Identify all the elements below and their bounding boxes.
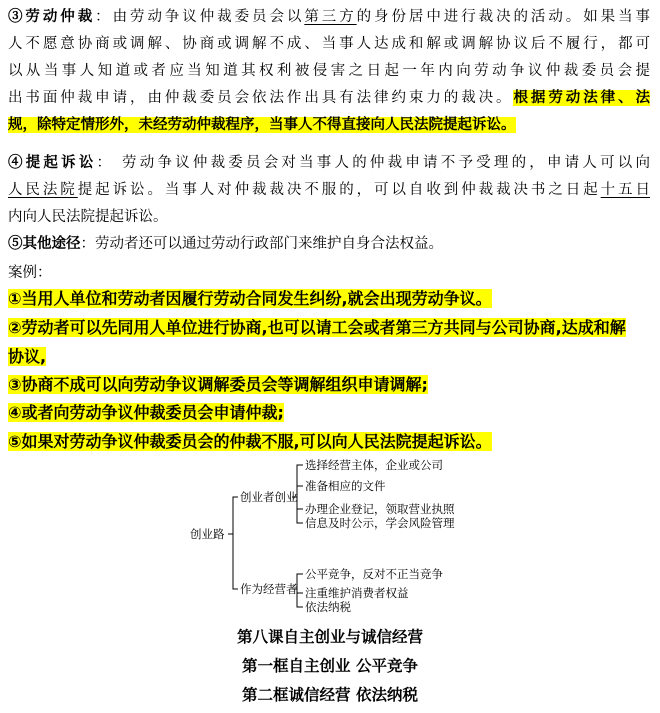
paragraph-other-channels <box>8 230 650 258</box>
entrepreneur-item-1: 选择经营主体，企业或公司 <box>305 458 443 472</box>
bold-heading: ④提起诉讼 <box>8 154 97 171</box>
section-title-2: 第二框诚信经营 依法纳税 <box>242 686 418 704</box>
entrepreneur-item-3: 办理企业登记，领取营业执照 <box>305 502 455 516</box>
connector-lower-1 <box>297 574 303 589</box>
text-line <box>8 177 650 204</box>
text-run: 提起诉讼。当事人对仲裁裁决不服的，可以自收到仲裁裁决书之日起 <box>77 182 601 198</box>
section-title-1: 第一框自主创业 公平竞争 <box>242 657 418 675</box>
bold-heading: ⑤其他途径 <box>8 235 81 252</box>
paragraph-filing-lawsuit <box>8 149 650 231</box>
text-run: ：由劳动争议仲裁委员会以 <box>95 9 305 25</box>
text-line <box>8 112 650 139</box>
text-line <box>8 3 650 31</box>
text-run: 内向人民法院提起诉讼。 <box>8 209 168 225</box>
text-run: ： 劳动争议仲裁委员会对当事人的仲裁申请不予受理的，申请人可以向 <box>96 155 651 171</box>
case-item-1: ①当用人单位和劳动者因履行劳动合同发生纠纷,就会出现劳动争议。 <box>8 289 492 308</box>
connector-lower-2 <box>297 589 303 593</box>
text-line <box>8 85 650 112</box>
connector-lower-3 <box>297 589 303 607</box>
case-item-5: ⑤如果对劳动争议仲裁委员会的仲裁不服,可以向人民法院提起诉讼。 <box>8 432 492 451</box>
operator-item-2: 注重维护消费者权益 <box>305 586 409 600</box>
branch-operator: 作为经营者 <box>240 582 298 596</box>
case-item-4: ④或者向劳动争议仲裁委员会申请仲裁; <box>8 403 284 422</box>
lesson-title: 第八课自主创业与诚信经营 <box>236 628 423 646</box>
operator-item-3: 依法纳税 <box>305 600 351 614</box>
branch-entrepreneur: 创业者创业 <box>240 490 298 504</box>
entrepreneurship-mind-map <box>0 452 660 622</box>
entrepreneur-item-2: 准备相应的文件 <box>305 479 386 493</box>
text-run: 出书面仲裁申请，由仲裁委员会依法作出具有法律约束力的裁决。 <box>8 90 514 106</box>
case-item-2: ②劳动者可以先同用人单位进行协商,也可以请工会或者第三方共同与公司协商,达成和解 <box>8 318 626 337</box>
mind-map-root: 创业路 <box>190 527 225 541</box>
case-item-2-continued: 协议, <box>8 347 47 366</box>
highlighted-text: 根据劳动法律、法 <box>513 90 650 106</box>
highlighted-text: 规，除特定情形外，未经劳动仲裁程序，当事人不得直接向人民法院提起诉讼。 <box>8 117 516 133</box>
underlined-text: 十五日 <box>600 182 651 198</box>
text-line <box>8 31 650 58</box>
text-run: 的身份居中进行裁决的活动。如果当事 <box>356 9 651 25</box>
text-line <box>8 58 650 85</box>
text-run: 人不愿意协商或调解、协商或调解不成、当事人达成和解或调解协议后不履行，都可 <box>8 36 650 52</box>
paragraph-labor-arbitration <box>8 3 650 139</box>
operator-item-1: 公平竞争，反对不正当竞争 <box>305 567 443 581</box>
text-line <box>8 204 650 231</box>
connector-root-lower <box>233 534 238 589</box>
connector-root-upper <box>228 497 238 534</box>
case-label: 案例： <box>8 265 52 281</box>
underlined-text: 人民法院 <box>8 182 78 198</box>
entrepreneur-item-4: 信息及时公示，学会风险管理 <box>305 516 455 530</box>
underlined-text: 第三方 <box>304 9 357 25</box>
text-line <box>8 230 650 258</box>
text-run: ：劳动者还可以通过劳动行政部门来维护自身合法权益。 <box>80 236 443 252</box>
text-run: 以从当事人知道或者应当知道其权利被侵害之日起一年内向劳动争议仲裁委员会提 <box>8 63 650 79</box>
text-line <box>8 149 650 177</box>
bold-heading: ③劳动仲裁 <box>8 8 96 25</box>
case-item-3: ③协商不成可以向劳动争议调解委员会等调解组织申请调解; <box>8 375 428 394</box>
